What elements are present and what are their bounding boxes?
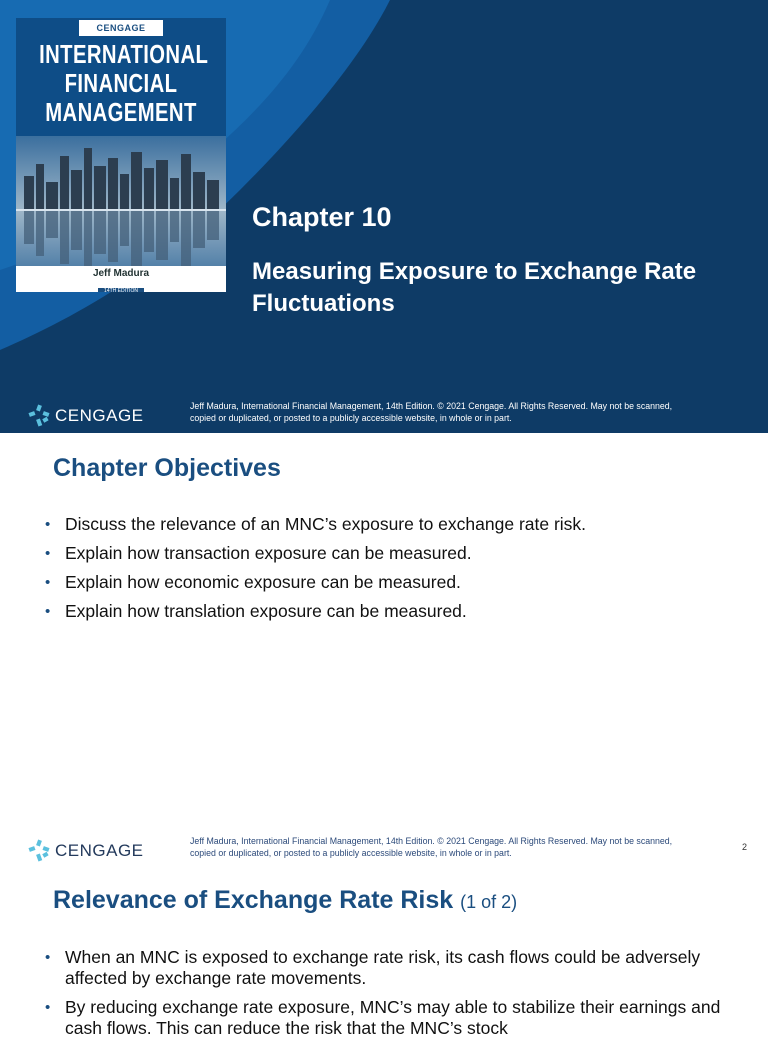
slide-heading: Chapter Objectives [53, 454, 281, 482]
list-item: • Discuss the relevance of an MNC’s exposure to exchange rate risk. [45, 514, 735, 535]
cover-title [39, 39, 209, 127]
list-item: • Explain how transaction exposure can be measured. [45, 543, 735, 564]
copyright-line: Jeff Madura, International Financial Management, 14th Edition. © 2021 Cengage. All Rights Reserved. May not be scanned, [190, 836, 673, 846]
cover-title-line: FINANCIAL [64, 68, 178, 98]
chapter-title: Measuring Exposure to Exchange Rate Fluctuations [252, 258, 697, 317]
objectives-list [45, 514, 735, 630]
cover-title-line: INTERNATIONAL [39, 39, 209, 69]
slide-heading-suffix: (1 of 2) [460, 892, 518, 912]
list-item: • By reducing exchange rate exposure, MNC’s may able to stabilize their earnings and cash flows. This can reduce the risk that the MNC’s stock [45, 997, 735, 1039]
cengage-logo-text: CENGAGE [55, 841, 144, 860]
copyright-line: copied or duplicated, or posted to a publicly accessible website, in whole or in part. [190, 413, 512, 423]
relevance-list [45, 947, 735, 1047]
cover-title-line: MANAGEMENT [45, 97, 197, 127]
copyright-notice [190, 400, 730, 424]
page-number: 2 [742, 842, 748, 852]
slide-heading [53, 886, 517, 915]
cover-author-band [16, 266, 226, 292]
cover-brand [79, 20, 163, 36]
list-item: • Explain how translation exposure can be measured. [45, 601, 735, 622]
cengage-logo-icon [27, 404, 51, 428]
cengage-logo-icon [27, 839, 51, 863]
book-cover [16, 18, 226, 292]
list-item: • When an MNC is exposed to exchange rate risk, its cash flows could be adversely affected by exchange rate movements. [45, 947, 735, 989]
cover-edition: 14TH EDITION [98, 288, 144, 292]
city-skyline-image [16, 136, 226, 284]
copyright-notice [190, 835, 730, 859]
slide-footer [0, 827, 768, 877]
copyright-line: Jeff Madura, International Financial Management, 14th Edition. © 2021 Cengage. All Rights Reserved. May not be scanned, [190, 401, 673, 411]
copyright-line: copied or duplicated, or posted to a publicly accessible website, in whole or in part. [190, 848, 512, 858]
cengage-logo [27, 404, 144, 428]
cover-brand-text: CENGAGE [96, 23, 146, 33]
cengage-logo-text: CENGAGE [55, 406, 144, 425]
slide-footer [0, 392, 768, 433]
cengage-logo [27, 839, 144, 863]
slide-heading-text: Relevance of Exchange Rate Risk [53, 886, 454, 914]
title-slide [0, 0, 768, 433]
chapter-number: Chapter 10 [252, 202, 392, 232]
list-item: • Explain how economic exposure can be measured. [45, 572, 735, 593]
cover-author: Jeff Madura [92, 268, 150, 279]
